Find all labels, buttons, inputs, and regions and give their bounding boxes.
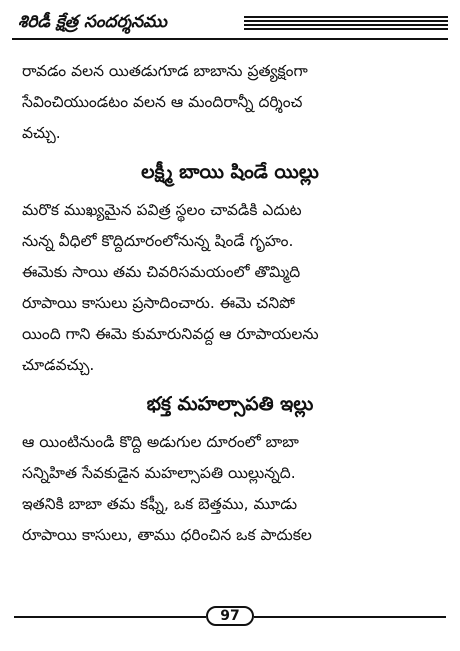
footer-rule-left xyxy=(14,616,206,618)
text-line: వచ్చు. xyxy=(22,124,61,142)
text-line: రూపాయి కాసులు, తాము ధరించిన ఒక పాదుకల xyxy=(22,526,312,544)
text-line: చూడవచ్చు. xyxy=(22,356,95,374)
text-line: సేవించియుండటం వలన ఆ మందిరాన్నీ దర్శించ xyxy=(22,93,303,111)
text-line: ఇతనికి బాబా తమ కఫ్నీ, ఒక బెత్తము, మూడు xyxy=(22,495,298,513)
section-heading: భక్త మహల్సాపతి ఇల్లు xyxy=(146,393,314,415)
section-heading: లక్ష్మీ బాయి షిండే యిల్లు xyxy=(141,161,319,183)
footer-rule-right xyxy=(254,616,446,618)
header-title: శిరిడీ క్షేత్ర సందర్శనము xyxy=(18,12,167,32)
header-rules xyxy=(244,16,448,32)
text-line: మరొక ముఖ్యమైన పవిత్ర స్థలం చావడికి ఎదుట xyxy=(22,201,302,219)
text-line: ఆ యింటినుండి కొద్ది అడుగుల దూరంలో బాబా xyxy=(22,433,299,451)
text-line: యింది గాని ఈమె కుమారునివద్ద ఆ రూపాయలను xyxy=(22,325,319,343)
header-underline xyxy=(12,38,448,40)
page-header xyxy=(12,10,448,40)
text-line: సన్నిహిత సేవకుడైన మహల్సాపతి యిల్లున్నది. xyxy=(22,464,296,482)
page-content xyxy=(22,56,438,551)
text-line: రావడం వలన యితడుగూడ బాబాను ప్రత్యక్షంగా xyxy=(22,62,308,80)
text-line: ఈమెకు సాయి తమ చివరిసమయంలో తొమ్మిది xyxy=(22,263,301,281)
text-line: రూపాయి కాసులు ప్రసాదించారు. ఈమె చనిపో xyxy=(22,294,295,312)
page-number: 97 xyxy=(206,606,254,626)
text-line: నున్న వీధిలో కొద్దిదూరంలోనున్న షిండే గృహం. xyxy=(22,232,294,250)
page-footer xyxy=(0,605,460,629)
